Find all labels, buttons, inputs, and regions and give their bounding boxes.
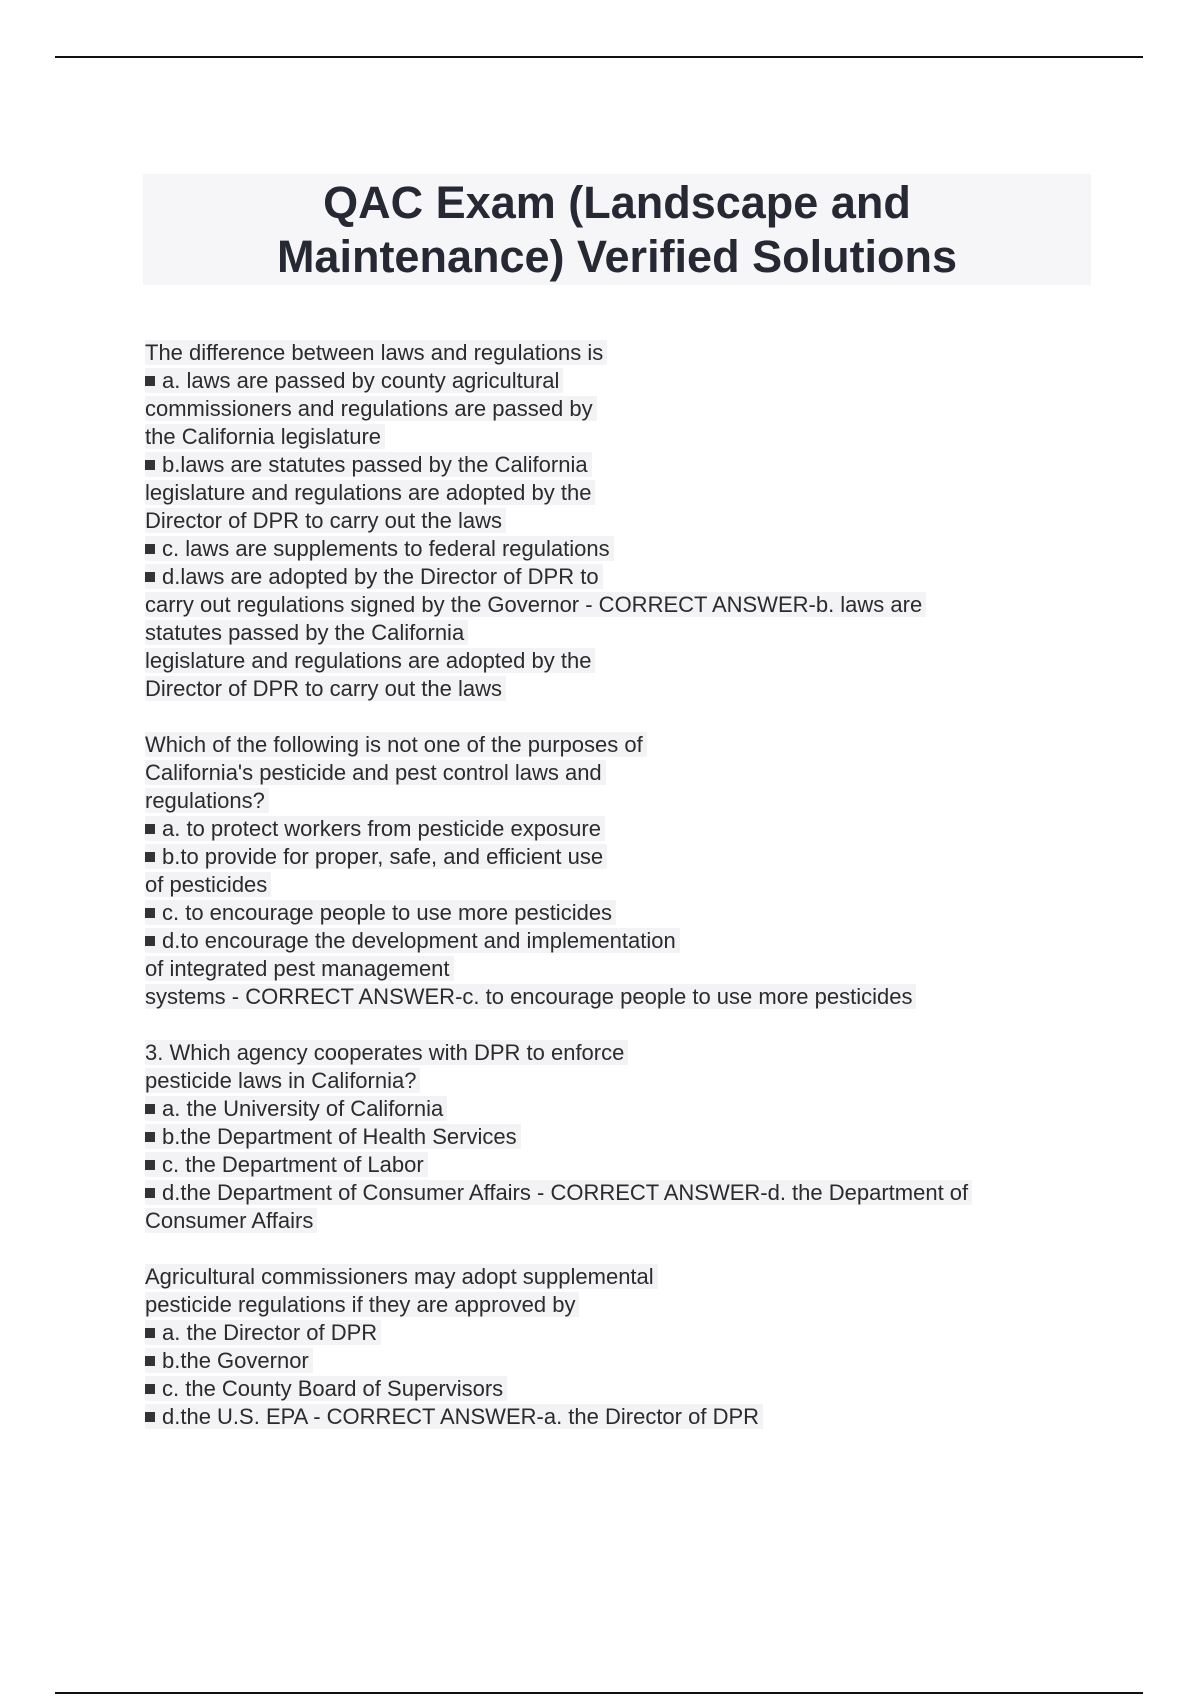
line-text: b.the Department of Health Services	[162, 1124, 517, 1149]
line-content	[145, 508, 506, 533]
line-text: a. the Director of DPR	[162, 1320, 378, 1345]
square-bullet-icon	[145, 572, 155, 582]
question-text-line	[145, 1291, 1155, 1319]
line-text: of integrated pest management	[145, 956, 450, 981]
line-content	[145, 1376, 507, 1401]
question-text-line	[145, 731, 1155, 759]
line-text: of pesticides	[145, 872, 268, 897]
question-block	[145, 1039, 1155, 1235]
line-text: Consumer Affairs	[145, 1208, 314, 1233]
square-bullet-icon	[145, 376, 155, 386]
square-bullet-icon	[145, 460, 155, 470]
answer-option-line	[145, 367, 1155, 395]
answer-option-line	[145, 451, 1155, 479]
line-text: d.laws are adopted by the Director of DPR to	[162, 564, 599, 589]
question-text-line	[145, 591, 1155, 619]
question-block	[145, 731, 1155, 1011]
line-content	[145, 648, 595, 673]
line-content	[145, 928, 680, 953]
line-content	[145, 732, 647, 757]
square-bullet-icon	[145, 1328, 155, 1338]
line-text: The difference between laws and regulations is	[145, 340, 604, 365]
line-content	[145, 1096, 447, 1121]
line-content	[145, 536, 614, 561]
line-text: regulations?	[145, 788, 265, 813]
line-content	[145, 1180, 972, 1205]
answer-option-line	[145, 1151, 1155, 1179]
question-text-line	[145, 619, 1155, 647]
line-text: b.the Governor	[162, 1348, 309, 1373]
question-block	[145, 1263, 1155, 1431]
answer-option-line	[145, 899, 1155, 927]
question-text-line	[145, 1039, 1155, 1067]
answer-option-line	[145, 1375, 1155, 1403]
answer-option-line	[145, 1179, 1155, 1207]
line-text: Agricultural commissioners may adopt supplemental	[145, 1264, 654, 1289]
title-line-2: Maintenance) Verified Solutions	[276, 230, 958, 282]
question-text-line	[145, 395, 1155, 423]
line-content	[145, 844, 607, 869]
line-content	[145, 424, 385, 449]
line-content	[145, 1040, 628, 1065]
line-text: c. laws are supplements to federal regulations	[162, 536, 610, 561]
square-bullet-icon	[145, 544, 155, 554]
question-text-line	[145, 1207, 1155, 1235]
question-block	[145, 339, 1155, 703]
line-content	[145, 564, 603, 589]
question-text-line	[145, 479, 1155, 507]
square-bullet-icon	[145, 1412, 155, 1422]
question-text-line	[145, 423, 1155, 451]
line-text: a. the University of California	[162, 1096, 444, 1121]
bottom-divider	[55, 1692, 1143, 1694]
line-text: b.to provide for proper, safe, and efficient use	[162, 844, 604, 869]
square-bullet-icon	[145, 1356, 155, 1366]
line-text: commissioners and regulations are passed by	[145, 396, 593, 421]
line-content	[145, 1264, 658, 1289]
line-content	[145, 1068, 420, 1093]
square-bullet-icon	[145, 1384, 155, 1394]
line-text: d.to encourage the development and implementation	[162, 928, 676, 953]
answer-option-line	[145, 1319, 1155, 1347]
question-text-line	[145, 759, 1155, 787]
line-text: Director of DPR to carry out the laws	[145, 676, 503, 701]
square-bullet-icon	[145, 1132, 155, 1142]
question-text-line	[145, 955, 1155, 983]
square-bullet-icon	[145, 1188, 155, 1198]
line-text: a. laws are passed by county agricultural	[162, 368, 560, 393]
question-text-line	[145, 787, 1155, 815]
square-bullet-icon	[145, 852, 155, 862]
answer-option-line	[145, 1403, 1155, 1431]
square-bullet-icon	[145, 824, 155, 834]
square-bullet-icon	[145, 1160, 155, 1170]
line-text: systems - CORRECT ANSWER-c. to encourage people to use more pesticides	[145, 984, 913, 1009]
answer-option-line	[145, 815, 1155, 843]
square-bullet-icon	[145, 908, 155, 918]
line-content	[145, 1292, 579, 1317]
line-content	[145, 956, 454, 981]
line-content	[145, 676, 506, 701]
question-text-line	[145, 675, 1155, 703]
title-line-1: QAC Exam (Landscape and	[323, 176, 911, 228]
answer-option-line	[145, 535, 1155, 563]
square-bullet-icon	[145, 936, 155, 946]
line-content	[145, 592, 926, 617]
line-text: b.laws are statutes passed by the California	[162, 452, 588, 477]
line-content	[145, 480, 595, 505]
question-text-line	[145, 647, 1155, 675]
page-title	[143, 174, 1091, 285]
line-content	[145, 368, 563, 393]
answer-option-line	[145, 1095, 1155, 1123]
question-text-line	[145, 339, 1155, 367]
question-text-line	[145, 983, 1155, 1011]
answer-option-line	[145, 563, 1155, 591]
top-divider	[55, 56, 1143, 58]
answer-option-line	[145, 1123, 1155, 1151]
line-content	[145, 1404, 763, 1429]
line-text: the California legislature	[145, 424, 382, 449]
line-text: c. the Department of Labor	[162, 1152, 424, 1177]
line-content	[145, 760, 606, 785]
line-content	[145, 340, 607, 365]
line-text: pesticide laws in California?	[145, 1068, 417, 1093]
line-text: a. to protect workers from pesticide exposure	[162, 816, 601, 841]
line-content	[145, 816, 605, 841]
qa-content	[145, 339, 1155, 1459]
line-content	[145, 788, 269, 813]
question-text-line	[145, 1263, 1155, 1291]
line-text: carry out regulations signed by the Governor - CORRECT ANSWER-b. laws are	[145, 592, 923, 617]
line-content	[145, 984, 916, 1009]
line-text: 3. Which agency cooperates with DPR to enforce	[145, 1040, 625, 1065]
line-text: c. to encourage people to use more pesticides	[162, 900, 613, 925]
line-content	[145, 620, 468, 645]
line-text: legislature and regulations are adopted by the	[145, 648, 592, 673]
question-text-line	[145, 507, 1155, 535]
line-content	[145, 1208, 317, 1233]
answer-option-line	[145, 1347, 1155, 1375]
answer-option-line	[145, 843, 1155, 871]
answer-option-line	[145, 927, 1155, 955]
line-text: d.the U.S. EPA - CORRECT ANSWER-a. the Director of DPR	[162, 1404, 760, 1429]
line-content	[145, 1320, 381, 1345]
square-bullet-icon	[145, 1104, 155, 1114]
question-text-line	[145, 871, 1155, 899]
line-content	[145, 900, 616, 925]
line-content	[145, 452, 592, 477]
line-text: statutes passed by the California	[145, 620, 465, 645]
line-content	[145, 872, 271, 897]
line-text: Which of the following is not one of the purposes of	[145, 732, 643, 757]
line-text: d.the Department of Consumer Affairs - CORRECT ANSWER-d. the Department of	[162, 1180, 969, 1205]
line-content	[145, 1152, 428, 1177]
line-text: pesticide regulations if they are approved by	[145, 1292, 576, 1317]
question-text-line	[145, 1067, 1155, 1095]
line-text: c. the County Board of Supervisors	[162, 1376, 504, 1401]
line-text: California's pesticide and pest control laws and	[145, 760, 602, 785]
line-content	[145, 1348, 313, 1373]
line-text: legislature and regulations are adopted by the	[145, 480, 592, 505]
line-content	[145, 396, 597, 421]
line-text: Director of DPR to carry out the laws	[145, 508, 503, 533]
line-content	[145, 1124, 521, 1149]
